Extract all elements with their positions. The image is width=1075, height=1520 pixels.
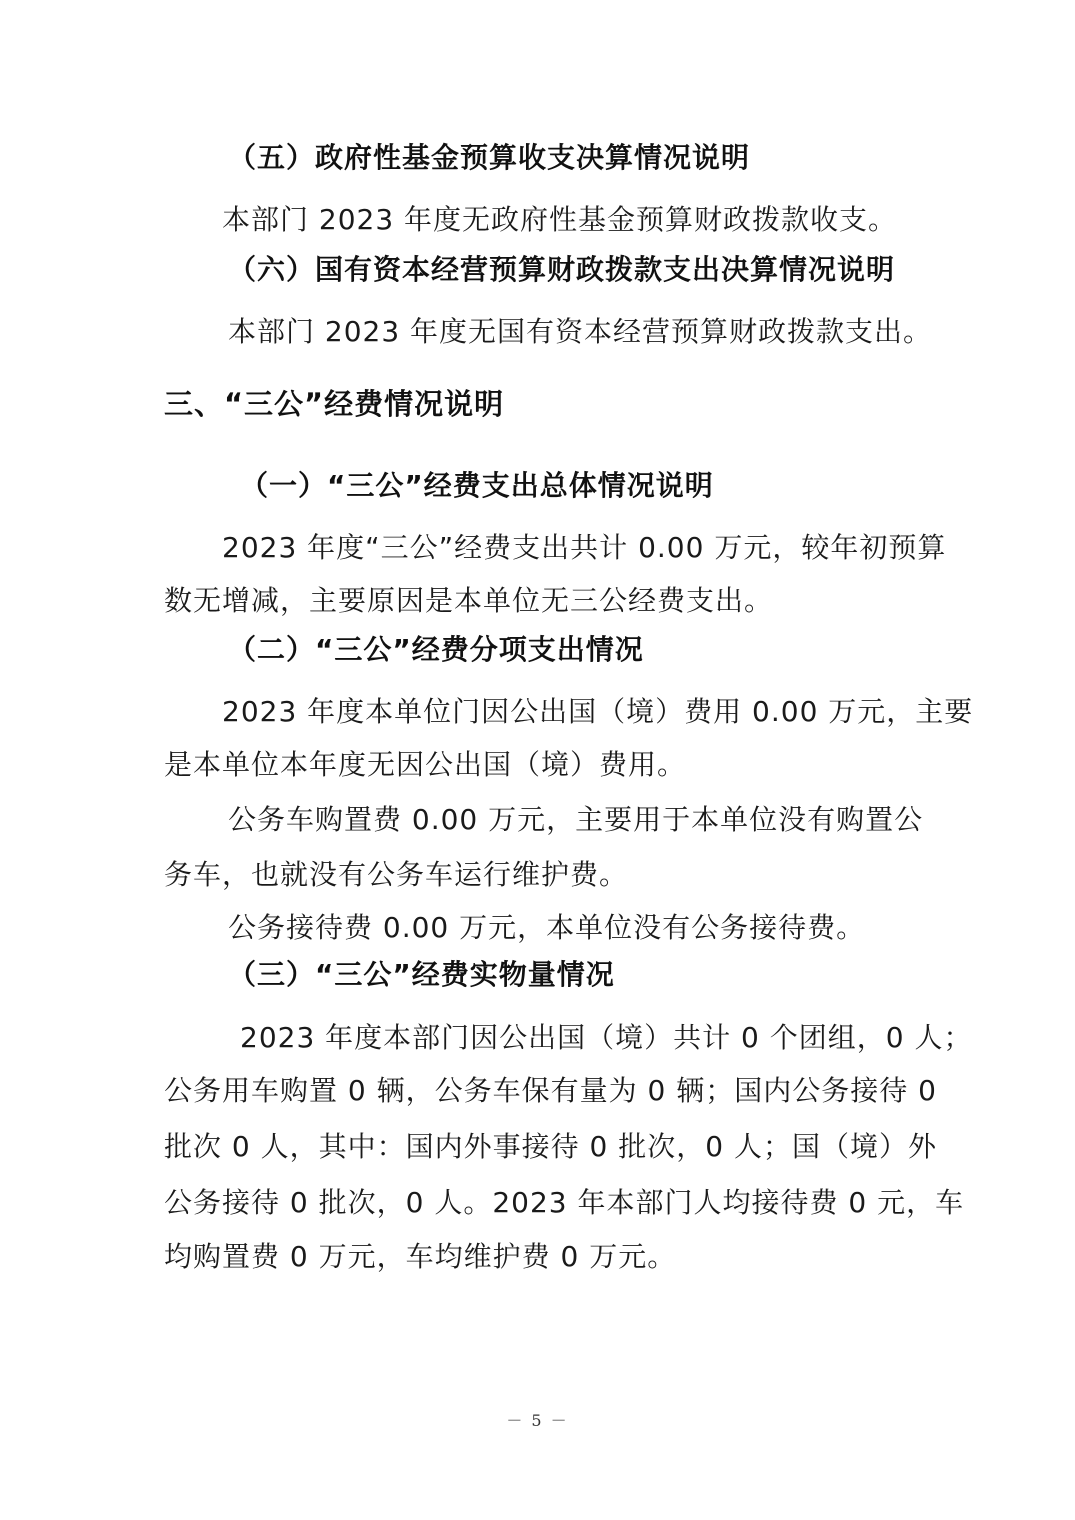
part-3-2-heading: （二）“三公”经费分项支出情况 (228, 633, 644, 666)
part-3-2-a-line-1: 2023 年度本单位门因公出国（境）费用 0.00 万元，主要 (222, 695, 974, 728)
part-3-2-c-line-1: 公务接待费 0.00 万元，本单位没有公务接待费。 (228, 911, 866, 944)
part-3-3-line-5: 均购置费 0 万元，车均维护费 0 万元。 (164, 1240, 677, 1273)
section-5-text: 本部门 2023 年度无政府性基金预算财政拨款收支。 (222, 203, 898, 236)
section-6-heading: （六）国有资本经营预算财政拨款支出决算情况说明 (228, 253, 896, 286)
part-3-3-line-1: 2023 年度本部门因公出国（境）共计 0 个团组，0 人； (240, 1021, 973, 1054)
part-3-1-heading: （一）“三公”经费支出总体情况说明 (240, 469, 714, 502)
section-5-heading: （五）政府性基金预算收支决算情况说明 (228, 141, 751, 174)
part-3-3-line-4: 公务接待 0 批次，0 人。2023 年本部门人均接待费 0 元，车 (164, 1186, 965, 1219)
section-6-text: 本部门 2023 年度无国有资本经营预算财政拨款支出。 (228, 315, 933, 348)
part-3-2-b-line-1: 公务车购置费 0.00 万元，主要用于本单位没有购置公 (228, 803, 924, 836)
part-3-1-line-2: 数无增减，主要原因是本单位无三公经费支出。 (164, 584, 774, 617)
part-3-title: 三、“三公”经费情况说明 (164, 387, 505, 421)
part-3-3-line-2: 公务用车购置 0 辆，公务车保有量为 0 辆；国内公务接待 0 (164, 1074, 937, 1107)
part-3-1-line-1: 2023 年度“三公”经费支出共计 0.00 万元，较年初预算 (222, 531, 947, 564)
part-3-3-heading: （三）“三公”经费实物量情况 (228, 958, 615, 991)
part-3-3-line-3: 批次 0 人，其中：国内外事接待 0 批次，0 人；国（境）外 (164, 1130, 937, 1163)
part-3-2-a-line-2: 是本单位本年度无因公出国（境）费用。 (164, 748, 687, 781)
page-number: － 5 － (506, 1411, 569, 1430)
part-3-2-b-line-2: 务车，也就没有公务车运行维护费。 (164, 858, 629, 891)
